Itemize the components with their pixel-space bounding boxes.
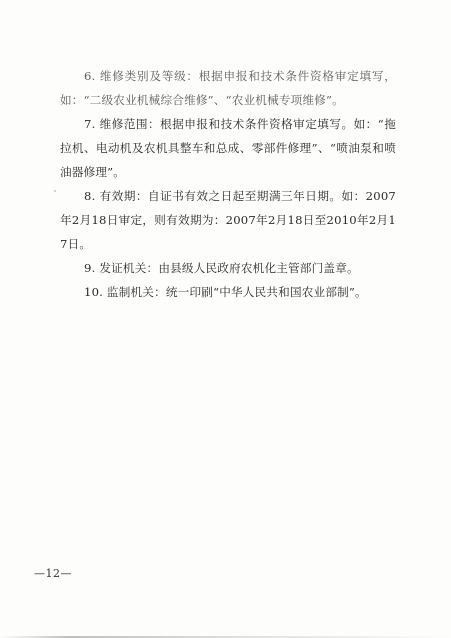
page-number: —12— [34,567,72,580]
paragraph-validity-period: 8. 有效期：自证书有效之日起至期满三年日期。如：2007年2月18日审定，则有效期为：2007年2月18日至2010年2月17日。 [60,189,396,251]
document-body [60,64,396,304]
paragraph-issuing-authority: 9. 发证机关：由县级人民政府农机化主管部门盖章。 [84,261,359,275]
paragraph-maintenance-category: 6. 维修类别及等级：根据申报和技术条件资格审定填写，如：“二级农业机械综合维修”、“农业机械专项维修”。 [60,69,396,107]
paragraph-supervising-authority: 10. 监制机关：统一印刷“中华人民共和国农业部制”。 [84,285,367,299]
paragraph-maintenance-scope: 7. 维修范围：根据申报和技术条件资格审定填写。如：“拖拉机、电动机及农机具整车和总成、零部件修理”、“喷油泵和喷油器修理”。 [60,117,396,179]
scan-speck [54,190,56,192]
